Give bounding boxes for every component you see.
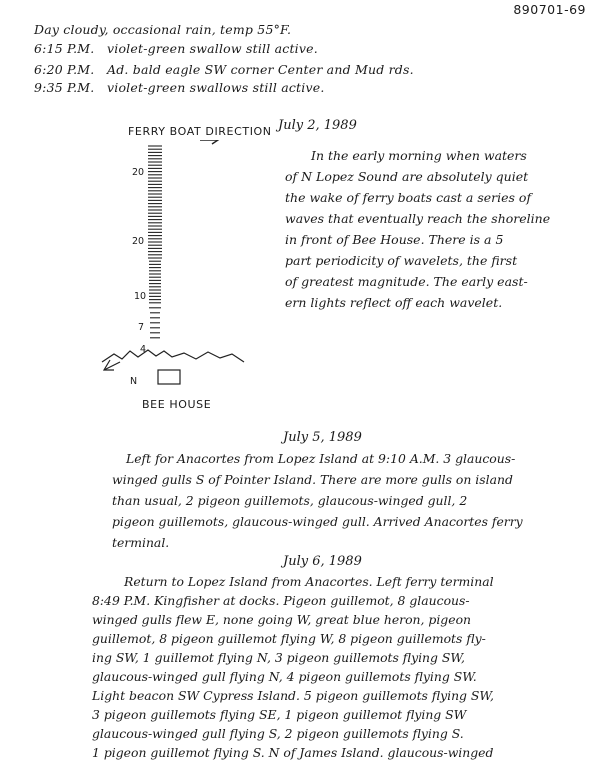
entry-jul5-text: Left for Anacortes from Lopez Island at 9:10 A.M. 3 glaucous- winged gulls S of Pointer Island. There are more gulls on island than usual, 2 pigeon guillemots, glaucous-winged gull, 2 pigeon guillemots, glaucous-winged gull. Arrived Anacortes ferry terminal. [112, 451, 523, 550]
entry-jul2-text: In the early morning when waters of N Lopez Sound are absolutely quiet the wake of ferry boats cast a series of waves that eventually reach the shoreline in front of Bee House. There is a 5 part periodicity of wavelets, the first of greatest magnitude. The early east- ern lights reflect off each wavelet. [285, 148, 551, 310]
scale-tick: 4 [140, 344, 147, 355]
scale-tick: 20 [132, 167, 145, 178]
bee-house-label: BEE HOUSE [142, 398, 212, 411]
entry-date-jul6: July 6, 1989 [283, 554, 362, 569]
scale-tick: 7 [138, 322, 145, 333]
north-label: N [130, 376, 138, 387]
document-id: 890701-69 [513, 2, 586, 17]
diagram-label: FERRY BOAT DIRECTION [128, 125, 272, 138]
note-swallow-2: 9:35 P.M. violet-green swallows still active. [34, 80, 325, 95]
north-arrow-head [104, 360, 114, 370]
entry-date-jul5: July 5, 1989 [283, 430, 362, 445]
note-eagle: 6:20 P.M. Ad. bald eagle SW corner Center and Mud rds. [34, 62, 414, 77]
note-weather: Day cloudy, occasional rain, temp 55°F. [34, 22, 292, 37]
wave-diagram [100, 140, 260, 410]
wavelet-lines [148, 146, 162, 338]
entry-jul6-text: Return to Lopez Island from Anacortes. Left ferry terminal 8:49 P.M. Kingfisher at docks. Pigeon guillemot, 8 glaucous- winged gulls flew E, none going W, great blue heron, pigeon guillemot, 8 pigeon guillemot flying W, 8 pigeon guillemots fly- ing SW, 1 guillemot flying N, 3 pigeon guillemots flying SW, glaucous-winged gull flying N, 4 pigeon guillemots flying SW. Light beacon SW Cypress Island. 5 pigeon guillemots flying SW, 3 pigeon guillemots flying SE, 1 pigeon guillemot flying SW glaucous-winged gull flying S, 2 pigeon guillemots flying S. 1 pigeon guillemot flying S. N of James Island. glaucous-winged [92, 574, 494, 760]
shoreline [102, 350, 244, 362]
bee-house-shape [158, 370, 180, 384]
note-swallow-1: 6:15 P.M. violet-green swallow still active. [34, 41, 318, 56]
scale-tick: 10 [134, 291, 147, 302]
entry-date-jul2: July 2, 1989 [278, 118, 357, 133]
scale-tick: 20 [132, 236, 145, 247]
